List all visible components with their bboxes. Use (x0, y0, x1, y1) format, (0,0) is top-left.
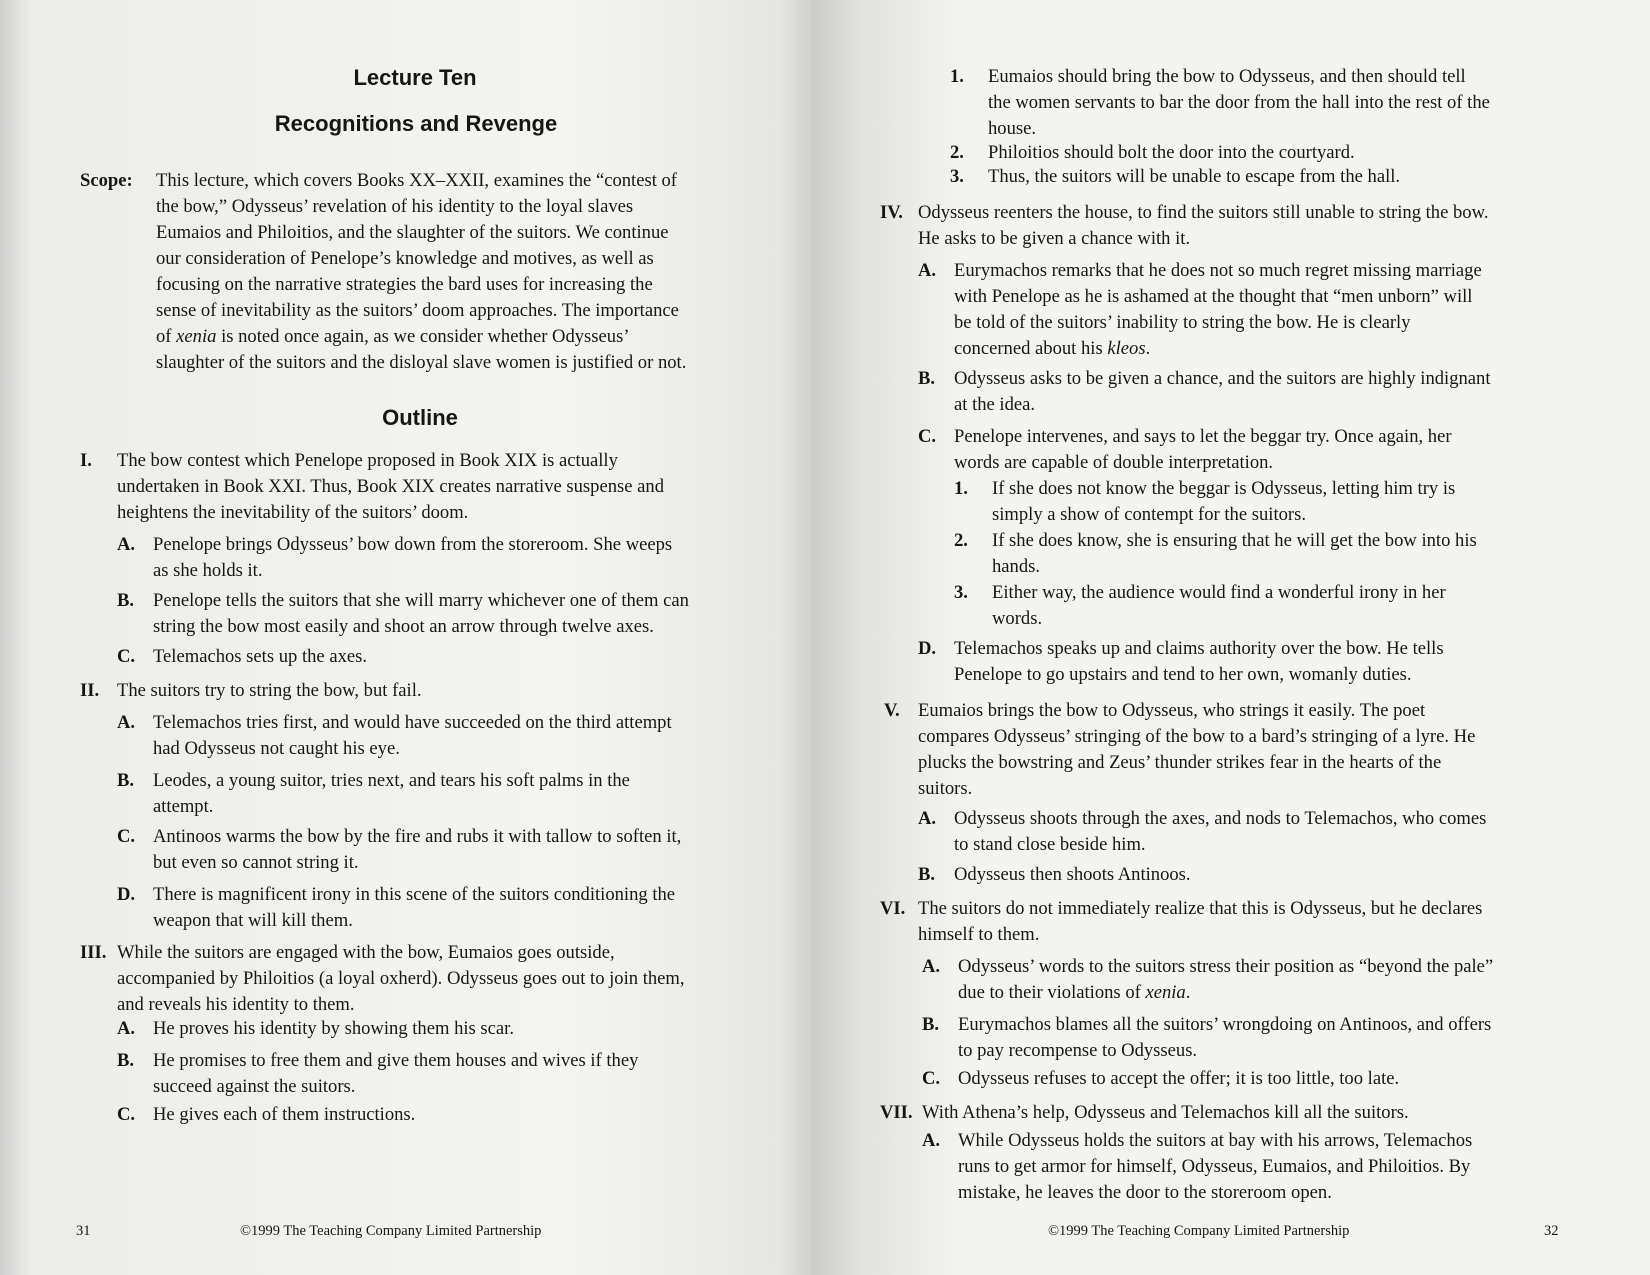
outline-line: words are capable of double interpretation. (954, 452, 1274, 473)
left-page (0, 0, 812, 1275)
section-number: A. (918, 808, 937, 829)
section-number: 1. (950, 66, 964, 87)
outline-line: Leodes, a young suitor, tries next, and tears his soft palms in the (153, 770, 630, 791)
outline-line: Telemachos speaks up and claims authority over the bow. He tells (954, 638, 1444, 659)
scope-text: is noted once again, as we consider whether Odysseus’ (221, 326, 630, 347)
section-number: C. (918, 426, 937, 447)
outline-line: If she does know, she is ensuring that he will get the bow into his (992, 530, 1477, 551)
outline-line: and reveals his identity to them. (117, 994, 355, 1015)
section-number: B. (117, 590, 135, 611)
outline-line: Either way, the audience would find a wonderful irony in her (992, 582, 1446, 603)
section-number: VI. (880, 898, 906, 919)
outline-line: weapon that will kill them. (153, 910, 353, 931)
outline-line: The bow contest which Penelope proposed in Book XIX is actually (117, 450, 618, 471)
outline-line: If she does not know the beggar is Odysseus, letting him try is (992, 478, 1456, 499)
scope-label: Scope: (80, 170, 133, 191)
section-number: A. (117, 712, 136, 733)
section-number: VII. (880, 1102, 913, 1123)
section-number: B. (918, 368, 936, 389)
page-footer: ©1999 The Teaching Company Limited Partnership (240, 1223, 542, 1239)
scope-line: sense of inevitability as the suitors’ doom approaches. The importance (156, 300, 679, 321)
outline-line: Odysseus then shoots Antinoos. (954, 864, 1191, 885)
section-number: D. (117, 884, 136, 905)
outline-line: He proves his identity by showing them his scar. (153, 1018, 514, 1039)
section-number: B. (918, 864, 936, 885)
scope-line: focusing on the narrative strategies the bard uses for increasing the (156, 274, 653, 295)
section-number: C. (922, 1068, 941, 1089)
lecture-title: Lecture Ten (353, 65, 477, 90)
section-number: 3. (950, 166, 964, 187)
outline-line: Eurymachos blames all the suitors’ wrongdoing on Antinoos, and offers (958, 1014, 1492, 1035)
outline-line: accompanied by Philoitios (a loyal oxherd). Odysseus goes out to join them, (117, 968, 685, 989)
outline-line: While the suitors are engaged with the bow, Eumaios goes outside, (117, 942, 615, 963)
outline-line: Eumaios brings the bow to Odysseus, who strings it easily. The poet (918, 700, 1426, 721)
section-number: 2. (954, 530, 968, 551)
outline-line: attempt. (153, 796, 214, 817)
section-number: B. (922, 1014, 940, 1035)
scope-line (156, 324, 630, 350)
page-footer: ©1999 The Teaching Company Limited Partnership (1048, 1223, 1350, 1239)
section-number: A. (922, 956, 941, 977)
outline-line: simply a show of contempt for the suitors. (992, 504, 1306, 525)
scope-line: the bow,” Odysseus’ revelation of his identity to the loyal slaves (156, 196, 634, 217)
outline-line: Penelope tells the suitors that she will marry whichever one of them can (153, 590, 689, 611)
section-number: D. (918, 638, 937, 659)
outline-line: The suitors try to string the bow, but fail. (117, 680, 422, 701)
outline-text: due to their violations of (958, 982, 1141, 1003)
outline-line: Odysseus refuses to accept the offer; it is too little, too late. (958, 1068, 1400, 1089)
outline-line: Eumaios should bring the bow to Odysseus, and then should tell (988, 66, 1466, 87)
section-number: A. (117, 1018, 136, 1039)
scope-line: slaughter of the suitors and the disloyal slave women is justified or not. (156, 352, 687, 373)
section-number: A. (117, 534, 136, 555)
outline-line: Odysseus’ words to the suitors stress their position as “beyond the pale” (958, 956, 1494, 977)
outline-line: Eurymachos remarks that he does not so much regret missing marriage (954, 260, 1482, 281)
outline-line: to pay recompense to Odysseus. (958, 1040, 1198, 1061)
section-number: IV. (880, 202, 903, 223)
outline-line: with Penelope as he is ashamed at the thought that “men unborn” will (954, 286, 1473, 307)
outline-line: be told of the suitors’ inability to string the bow. He is clearly (954, 312, 1411, 333)
outline-line: Penelope intervenes, and says to let the beggar try. Once again, her (954, 426, 1452, 447)
section-number: C. (117, 646, 136, 667)
outline-line: compares Odysseus’ stringing of the bow to a bard’s stringing of a lyre. He (918, 726, 1476, 747)
outline-line: concerned about his kleos. (954, 338, 1151, 359)
outline-line: Telemachos sets up the axes. (153, 646, 368, 667)
outline-line: hands. (992, 556, 1041, 577)
section-number: 3. (954, 582, 968, 603)
scope-line: This lecture, which covers Books XX–XXII, examines the “contest of (156, 170, 677, 191)
outline-line: words. (992, 608, 1043, 629)
outline-line: Thus, the suitors will be unable to escape from the hall. (988, 166, 1401, 187)
section-number: B. (117, 1050, 135, 1071)
outline-line: to stand close beside him. (954, 834, 1146, 855)
xenia-term: xenia (1145, 982, 1186, 1003)
outline-heading: Outline (382, 405, 458, 430)
outline-line: He promises to free them and give them houses and wives if they (153, 1050, 639, 1071)
outline-line: He gives each of them instructions. (153, 1104, 416, 1125)
scope-line: our consideration of Penelope’s knowledge and motives, as well as (156, 248, 654, 269)
outline-line: the women servants to bar the door from the hall into the rest of the (988, 92, 1490, 113)
outline-line: runs to get armor for himself, Odysseus, Eumaios, and Philoitios. By (958, 1156, 1471, 1177)
section-number: III. (80, 942, 107, 963)
outline-line: succeed against the suitors. (153, 1076, 356, 1097)
lecture-subtitle: Recognitions and Revenge (274, 111, 558, 136)
outline-line: but even so cannot string it. (153, 852, 359, 873)
section-number: B. (117, 770, 135, 791)
outline-line: as she holds it. (153, 560, 263, 581)
outline-line: With Athena’s help, Odysseus and Telemachos kill all the suitors. (922, 1102, 1409, 1123)
outline-line: Odysseus reenters the house, to find the suitors still unable to string the bow. (918, 202, 1489, 223)
outline-line: Odysseus asks to be given a chance, and the suitors are highly indignant (954, 368, 1491, 389)
outline-line: While Odysseus holds the suitors at bay with his arrows, Telemachos (958, 1130, 1473, 1151)
xenia-term: xenia (176, 326, 217, 347)
section-number: 2. (950, 142, 964, 163)
page-number: 32 (1544, 1223, 1559, 1239)
outline-line: had Odysseus not caught his eye. (153, 738, 400, 759)
section-number: A. (922, 1130, 941, 1151)
outline-line: There is magnificent irony in this scene of the suitors conditioning the (153, 884, 676, 905)
outline-line: Telemachos tries first, and would have succeeded on the third attempt (153, 712, 672, 733)
outline-line: string the bow most easily and shoot an arrow through twelve axes. (153, 616, 654, 637)
outline-line: Penelope brings Odysseus’ bow down from the storeroom. She weeps (153, 534, 673, 555)
outline-line: mistake, he leaves the door to the storeroom open. (958, 1182, 1332, 1203)
outline-line: Antinoos warms the bow by the fire and rubs it with tallow to soften it, (153, 826, 682, 847)
outline-line: heightens the inevitability of the suitors’ doom. (117, 502, 469, 523)
section-number: V. (884, 700, 900, 721)
section-number: 1. (954, 478, 968, 499)
outline-line: The suitors do not immediately realize that this is Odysseus, but he declares (918, 898, 1483, 919)
outline-line: plucks the bowstring and Zeus’ thunder strikes fear in the hearts of the (918, 752, 1442, 773)
outline-text: concerned about his (954, 338, 1103, 359)
section-number: I. (80, 450, 92, 471)
outline-line: Penelope to go upstairs and tend to her own, womanly duties. (954, 664, 1412, 685)
outline-line: suitors. (918, 778, 973, 799)
outline-line: Philoitios should bolt the door into the courtyard. (988, 142, 1355, 163)
outline-line: house. (988, 118, 1037, 139)
section-number: C. (117, 826, 136, 847)
scope-line: Eumaios and Philoitios, and the slaughter of the suitors. We continue (156, 222, 669, 243)
kleos-term: kleos (1107, 338, 1146, 359)
outline-line: due to their violations of xenia. (958, 982, 1191, 1003)
section-number: II. (80, 680, 100, 701)
outline-line: at the idea. (954, 394, 1036, 415)
outline-line: Odysseus shoots through the axes, and nods to Telemachos, who comes (954, 808, 1487, 829)
scope-text: of (156, 326, 172, 347)
page-number: 31 (76, 1223, 91, 1239)
right-page (812, 0, 1650, 1275)
section-number: A. (918, 260, 937, 281)
outline-line: undertaken in Book XXI. Thus, Book XIX creates narrative suspense and (117, 476, 664, 497)
section-number: C. (117, 1104, 136, 1125)
outline-line: He asks to be given a chance with it. (918, 228, 1191, 249)
outline-line: himself to them. (918, 924, 1040, 945)
